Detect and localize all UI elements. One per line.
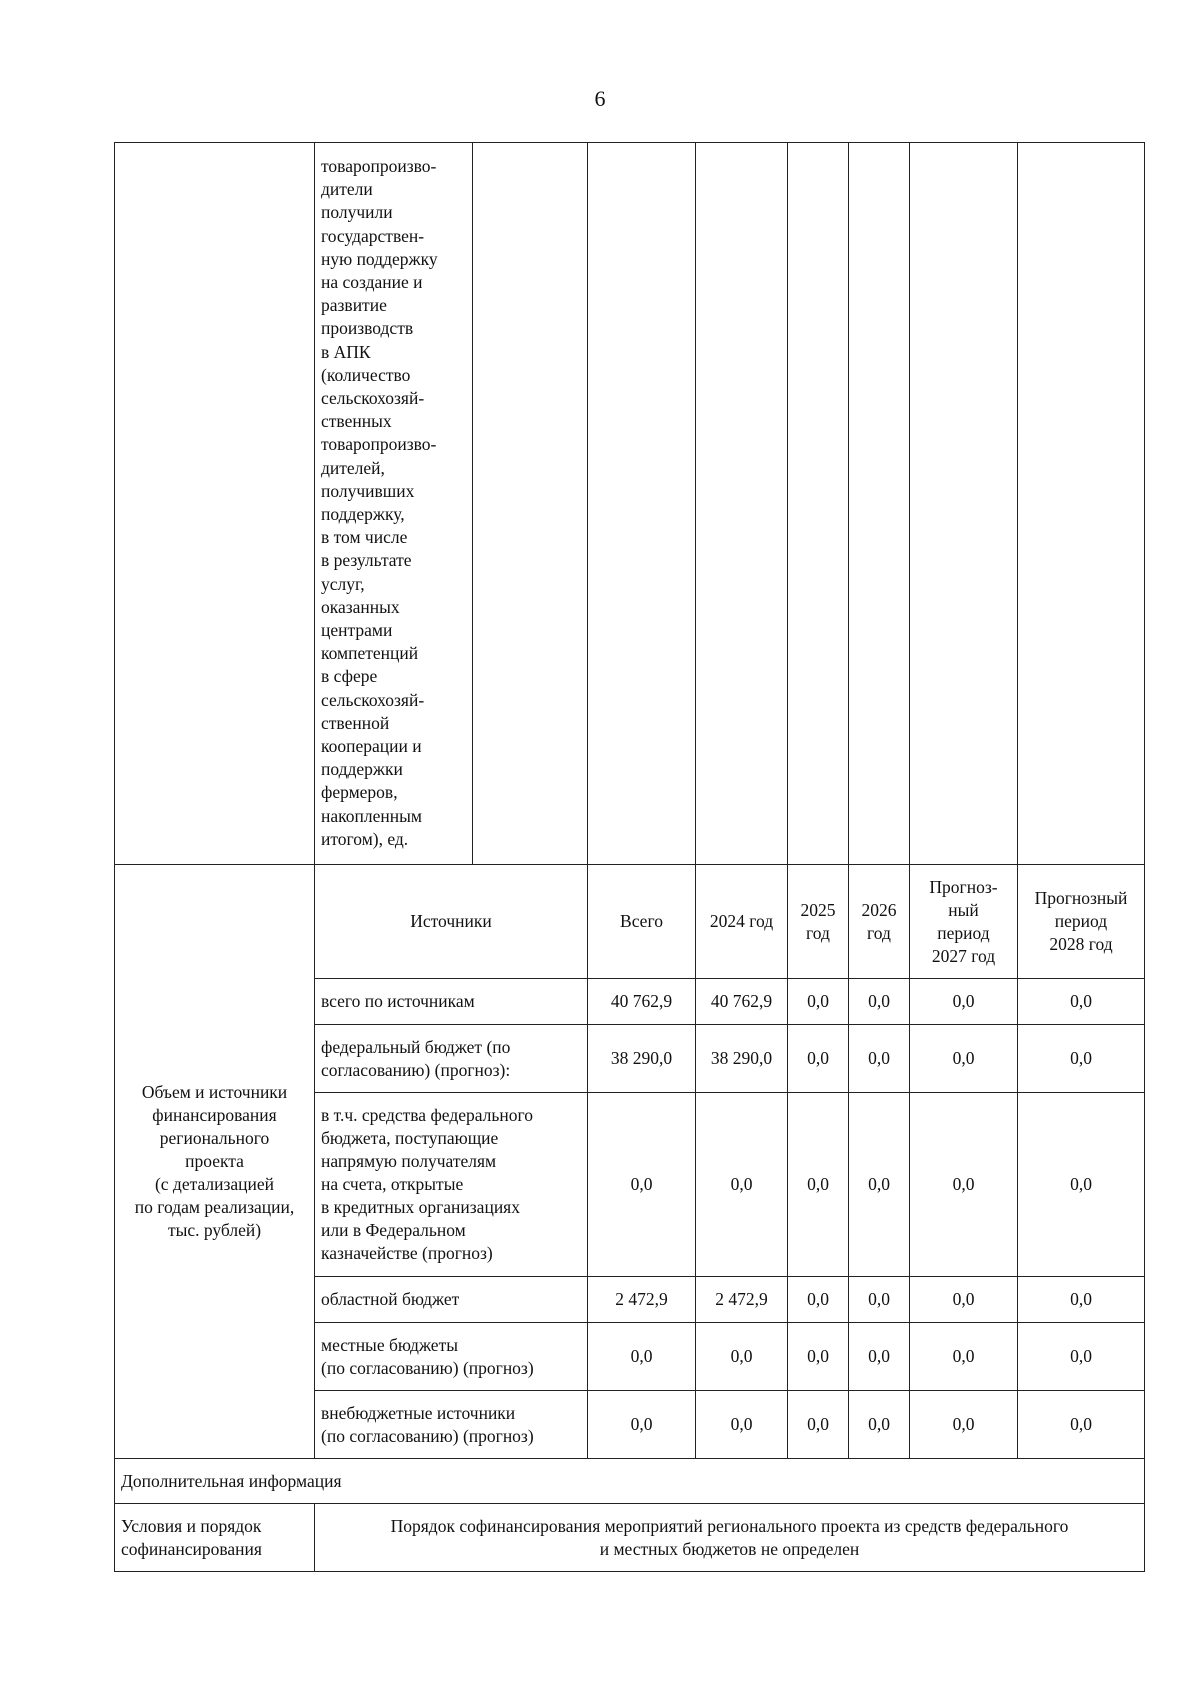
indicator-text-content: товаропроизво- дители получили государствен- ную поддержку на создание и развитие производств в АПК (количество сельскохозяй- ственных товаропроизво- дителей, получивших поддержку, в том числе в результате услуг, оказанных центрами компетенций в сфере сельскохозяй- ственной кооперации и поддержки фермеров, накопленным итогом), ед. <box>321 156 438 849</box>
finance-section-label <box>115 865 315 1459</box>
finance-2026: 0,0 <box>849 1391 910 1459</box>
finance-source <box>315 1025 588 1093</box>
header-2024: 2024 год <box>696 865 788 979</box>
finance-section-label-text: Объем и источники финансирования регионального проекта (с детализацией по годам реализации, тыс. рублей) <box>134 1082 295 1240</box>
indicator-empty-cell <box>473 143 588 865</box>
cofinancing-text-content: Порядок софинансирования мероприятий регионального проекта из средств федерального и местных бюджетов не определен <box>390 1515 1069 1559</box>
additional-info-heading: Дополнительная информация <box>115 1459 1145 1504</box>
finance-2025: 0,0 <box>788 1025 849 1093</box>
finance-2026: 0,0 <box>849 1277 910 1323</box>
finance-source-text: областной бюджет <box>321 1289 460 1309</box>
finance-2024: 38 290,0 <box>696 1025 788 1093</box>
finance-source <box>315 979 588 1025</box>
finance-2027: 0,0 <box>910 1025 1018 1093</box>
finance-source-text: федеральный бюджет (по согласованию) (прогноз): <box>321 1036 511 1080</box>
cofinancing-text <box>315 1504 1145 1572</box>
finance-2027: 0,0 <box>910 1093 1018 1277</box>
finance-2024: 40 762,9 <box>696 979 788 1025</box>
finance-2025: 0,0 <box>788 1277 849 1323</box>
indicator-empty-cell <box>910 143 1018 865</box>
finance-2026: 0,0 <box>849 1323 910 1391</box>
finance-source-text: местные бюджеты (по согласованию) (прогноз) <box>321 1334 534 1378</box>
finance-2028: 0,0 <box>1018 979 1145 1025</box>
indicator-text <box>315 143 473 865</box>
indicator-empty-cell <box>115 143 315 865</box>
finance-2027: 0,0 <box>910 1277 1018 1323</box>
indicator-empty-cell <box>696 143 788 865</box>
header-sources: Источники <box>315 865 588 979</box>
indicator-empty-cell <box>588 143 696 865</box>
cofinancing-row <box>115 1504 1145 1572</box>
header-total: Всего <box>588 865 696 979</box>
finance-2027: 0,0 <box>910 1391 1018 1459</box>
header-2026-text: 2026 год <box>861 899 897 943</box>
finance-2027: 0,0 <box>910 1323 1018 1391</box>
finance-source <box>315 1323 588 1391</box>
indicator-row <box>115 143 1145 865</box>
additional-info-row <box>115 1459 1145 1504</box>
finance-2025: 0,0 <box>788 1323 849 1391</box>
finance-total: 0,0 <box>588 1391 696 1459</box>
finance-2024: 0,0 <box>696 1323 788 1391</box>
indicator-empty-cell <box>1018 143 1145 865</box>
indicator-empty-cell <box>788 143 849 865</box>
finance-source-text: внебюджетные источники (по согласованию) (прогноз) <box>321 1402 534 1446</box>
finance-2024: 0,0 <box>696 1391 788 1459</box>
finance-2028: 0,0 <box>1018 1391 1145 1459</box>
finance-2025: 0,0 <box>788 979 849 1025</box>
finance-2026: 0,0 <box>849 1093 910 1277</box>
finance-total: 0,0 <box>588 1093 696 1277</box>
finance-source-text: всего по источникам <box>321 991 475 1011</box>
finance-2025: 0,0 <box>788 1391 849 1459</box>
finance-source <box>315 1391 588 1459</box>
header-2026 <box>849 865 910 979</box>
finance-2028: 0,0 <box>1018 1277 1145 1323</box>
finance-2028: 0,0 <box>1018 1093 1145 1277</box>
finance-2027: 0,0 <box>910 979 1018 1025</box>
finance-2028: 0,0 <box>1018 1323 1145 1391</box>
header-2025 <box>788 865 849 979</box>
header-forecast-2028-text: Прогнозный период 2028 год <box>1034 888 1128 954</box>
header-forecast-2027 <box>910 865 1018 979</box>
cofinancing-label-text: Условия и порядок софинансирования <box>121 1515 262 1559</box>
finance-2028: 0,0 <box>1018 1025 1145 1093</box>
finance-total: 40 762,9 <box>588 979 696 1025</box>
indicator-empty-cell <box>849 143 910 865</box>
passport-table <box>114 142 1145 1572</box>
finance-source <box>315 1277 588 1323</box>
cofinancing-label <box>115 1504 315 1572</box>
finance-2026: 0,0 <box>849 1025 910 1093</box>
finance-2026: 0,0 <box>849 979 910 1025</box>
finance-total: 0,0 <box>588 1323 696 1391</box>
finance-source <box>315 1093 588 1277</box>
header-2025-text: 2025 год <box>800 899 836 943</box>
header-forecast-2027-text: Прогноз- ный период 2027 год <box>929 876 998 966</box>
finance-header-row <box>115 865 1145 979</box>
finance-2024: 0,0 <box>696 1093 788 1277</box>
header-forecast-2028 <box>1018 865 1145 979</box>
finance-total: 38 290,0 <box>588 1025 696 1093</box>
page-number: 6 <box>594 86 606 111</box>
finance-total: 2 472,9 <box>588 1277 696 1323</box>
finance-source-text: в т.ч. средства федерального бюджета, поступающие напрямую получателям на счета, открытые в кредитных организациях или в Федеральном казначействе (прогноз) <box>321 1105 533 1263</box>
finance-2024: 2 472,9 <box>696 1277 788 1323</box>
finance-2025: 0,0 <box>788 1093 849 1277</box>
